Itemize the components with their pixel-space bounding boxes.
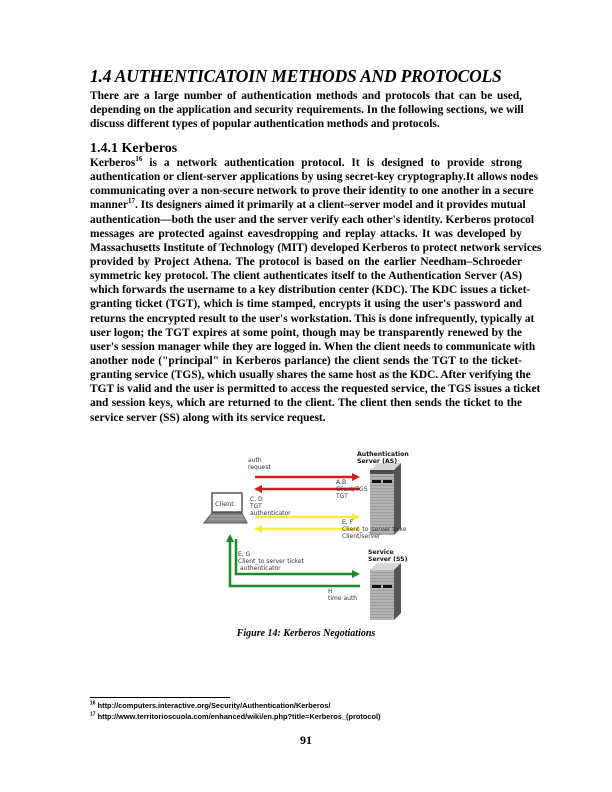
text-line: service server (SS) along with its service request. [90,411,326,424]
msg-label: A,B [336,479,347,486]
text-run: manner [90,199,128,212]
msg-label: auth [248,457,262,464]
figure-caption: Figure 14: Kerberos Negotiations [236,628,376,639]
msg-label: Client_to_server ticke [342,526,407,533]
text-line: authentication or client-server applications by using secret-key cryptography.It allows nodes [90,171,539,184]
client-laptop-icon [204,493,247,523]
as-label: Authentication [357,451,409,458]
text-line: another node ("principal" in Kerberos parlance) the client sends the TGT to the ticket- [90,354,522,367]
msg-label: Client/TGS [336,486,368,493]
ss-label: Server (SS) [368,556,408,563]
msg-label: Client/server [342,533,381,540]
authentication-server-icon [370,463,401,535]
text-line: user logon; the TGT expires at some point, though may be transparently renewed by the [90,326,522,339]
as-label: Server (AS) [357,458,398,465]
text-line: granting service (TGS), which usually shares the same host as the KDC. After verifying the [90,369,531,382]
intro-paragraph [90,89,522,131]
footnote-ref-17[interactable]: 17 [127,197,135,206]
msg-label: TGT [250,503,262,510]
text-line: authentication—both the user and the server verify each other's identity. Kerberos protocol [90,213,534,226]
text-line: provided by Project Athena. The protocol is based on the earlier Needham–Schroeder [90,255,522,268]
text-run: Kerberos [90,157,136,169]
kerberos-paragraph [90,155,542,425]
text-run: . Its designers aimed it primarily at a client–server model and it provides mutual [134,199,526,212]
footnote-16 [90,701,330,710]
subsection-title: 1.4.1 Kerberos [90,141,178,156]
msg-label: time auth [328,595,358,602]
msg-label: E, G [238,551,251,558]
text-line: depending on the application and security requirements. In the following sections, we will [90,104,524,117]
text-line: symmetric key protocol. The client authenticates itself to the Authentication Server (AS) [90,270,522,283]
msg-label: C, D [250,496,263,503]
page-number: 91 [300,733,312,747]
text-line: Massachusetts Institute of Technology (MIT) developed Kerberos to protect network services [90,241,542,254]
text-line [90,156,522,170]
service-server-icon [370,563,401,620]
text-line: There are a large number of authentication methods and protocols that can be used, [90,90,522,102]
text-line [90,197,526,212]
msg-label: Client_to server ticket [238,558,304,565]
text-line: granting ticket (TGT), which is time stamped, encrypts it using the user's password and [90,298,522,311]
ss-label: Service [368,549,394,556]
msg-label: TGT [336,493,348,500]
section-title: 1.4 AUTHENTICATOIN METHODS AND PROTOCOLS [90,66,502,86]
text-run: is a network authentication protocol. It is designed to provide strong [142,157,522,169]
footnote-ref-16[interactable]: 16 [135,155,143,164]
text-line: discuss different types of popular authentication methods and protocols. [90,118,440,131]
msg-label: H [328,588,333,595]
text-line: user's session manager while they are logged in. When the client needs to communicate with [90,340,536,353]
text-line: returns the encrypted result to the user's workstation. This is done infrequently, typically at [90,312,535,325]
msg-label: authenticator [240,565,281,572]
text-line: messages are protected against eavesdropping and replay attacks. It was developed by [90,227,522,240]
msg-label: E, F [342,519,354,526]
footnote-link[interactable]: http://www.territorioscuola.com/enhanced/wiki/en.php?title=Kerberos_(protocol) [97,712,381,721]
text-line: and session keys, which are returned to the client. The client then sends the ticket to the [90,397,522,410]
msg-label: request [248,464,271,471]
footnote-link[interactable]: http://computers.interactive.org/Security/Authentication/Kerberos/ [97,701,331,710]
text-line: which forwards the username to a key distribution center (KDC). The KDC issues a ticket- [90,284,531,297]
footnote-number: 16 [90,700,96,707]
footnote-divider [90,697,230,698]
footnote-17 [90,712,381,721]
text-line: TGT is valid and the user is permitted to access the requested service, the TGS issues a ticket [90,383,541,396]
kerberos-diagram [200,450,420,620]
text-line: communicating over a non-secure network to prove their identity to one another in a secure [90,185,534,198]
client-label: Client [215,500,234,508]
footnote-number: 17 [90,711,96,718]
msg-label: authenticator [250,510,291,517]
